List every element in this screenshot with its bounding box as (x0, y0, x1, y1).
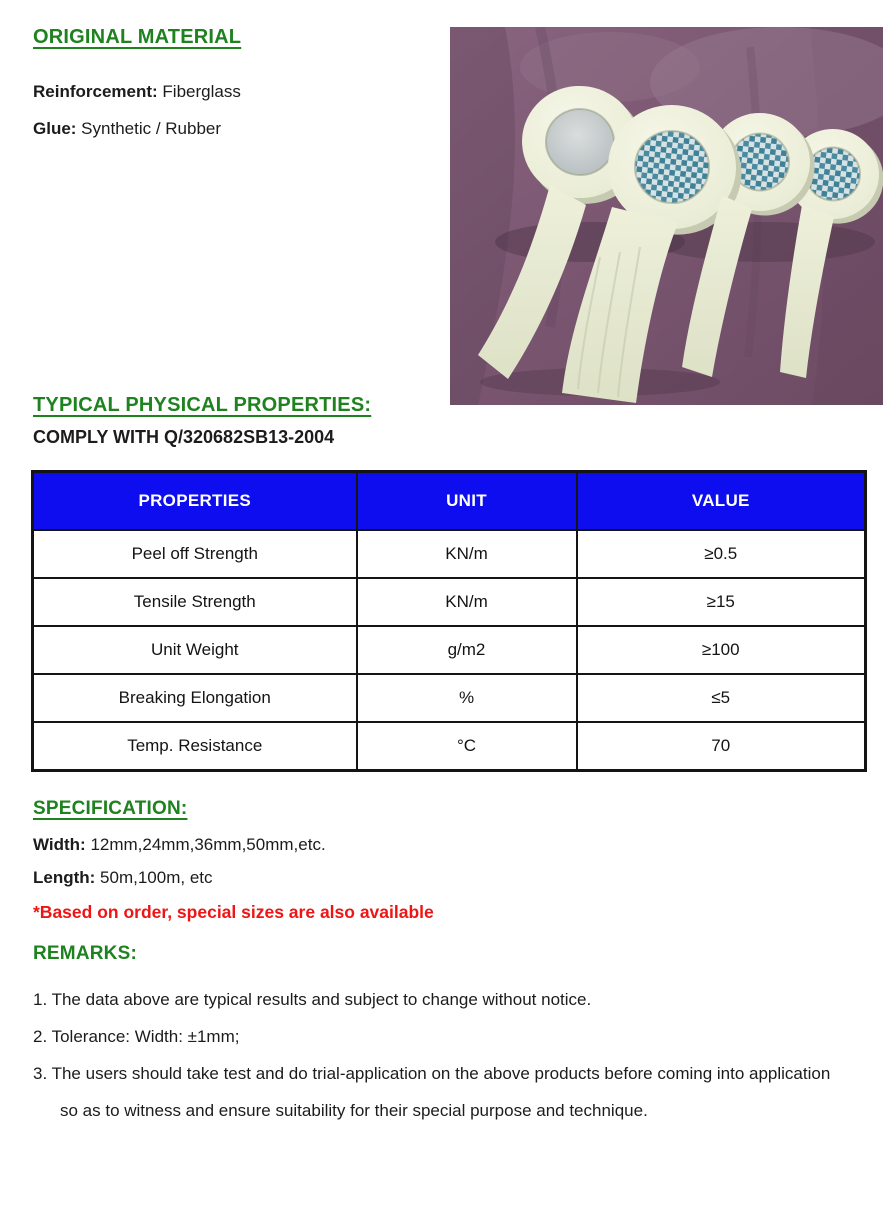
property-cell: Peel off Strength (33, 530, 357, 578)
length-value: 50m,100m, etc (95, 868, 213, 887)
properties-table (31, 470, 867, 772)
table-row (33, 626, 866, 674)
glue-value: Synthetic / Rubber (76, 119, 222, 138)
table-row (33, 530, 866, 578)
property-cell: Unit Weight (33, 626, 357, 674)
table-header-row (33, 472, 866, 531)
column-header-properties: PROPERTIES (33, 472, 357, 531)
unit-cell: °C (357, 722, 577, 771)
property-cell: Tensile Strength (33, 578, 357, 626)
unit-cell: KN/m (357, 530, 577, 578)
value-cell: ≥15 (577, 578, 866, 626)
unit-cell: g/m2 (357, 626, 577, 674)
unit-cell: KN/m (357, 578, 577, 626)
glue-line (33, 119, 221, 139)
original-material-heading: ORIGINAL MATERIAL (33, 26, 242, 48)
length-label: Length: (33, 868, 96, 887)
width-value: 12mm,24mm,36mm,50mm,etc. (85, 835, 326, 854)
table-row (33, 722, 866, 771)
table-row (33, 578, 866, 626)
column-header-value: VALUE (577, 472, 866, 531)
reinforcement-line (33, 82, 241, 102)
width-label: Width: (33, 835, 86, 854)
unit-cell: % (357, 674, 577, 722)
remarks-list (33, 981, 833, 1129)
property-cell: Breaking Elongation (33, 674, 357, 722)
property-cell: Temp. Resistance (33, 722, 357, 771)
reinforcement-value: Fiberglass (157, 82, 241, 101)
remark-item: 3. The users should take test and do trial-application on the above products before coming into application so as to witness and ensure suitability for their special purpose and technique. (33, 1064, 831, 1120)
column-header-unit: UNIT (357, 472, 577, 531)
remarks-heading: REMARKS: (33, 943, 137, 964)
value-cell: 70 (577, 722, 866, 771)
special-sizes-note: *Based on order, special sizes are also available (33, 902, 434, 922)
length-line (33, 868, 213, 888)
tape-rolls-illustration (450, 27, 883, 405)
physical-properties-heading: TYPICAL PHYSICAL PROPERTIES: (33, 394, 372, 416)
remark-item: 2. Tolerance: Width: ±1mm; (33, 1027, 240, 1046)
value-cell: ≥100 (577, 626, 866, 674)
glue-label: Glue: (33, 119, 77, 138)
width-line (33, 835, 326, 855)
reinforcement-label: Reinforcement: (33, 82, 158, 101)
specification-heading: SPECIFICATION: (33, 798, 188, 819)
value-cell: ≥0.5 (577, 530, 866, 578)
comply-subheading: COMPLY WITH Q/320682SB13-2004 (33, 427, 335, 447)
value-cell: ≤5 (577, 674, 866, 722)
remark-item: 1. The data above are typical results and subject to change without notice. (33, 990, 592, 1009)
product-photo (450, 27, 883, 405)
table-row (33, 674, 866, 722)
